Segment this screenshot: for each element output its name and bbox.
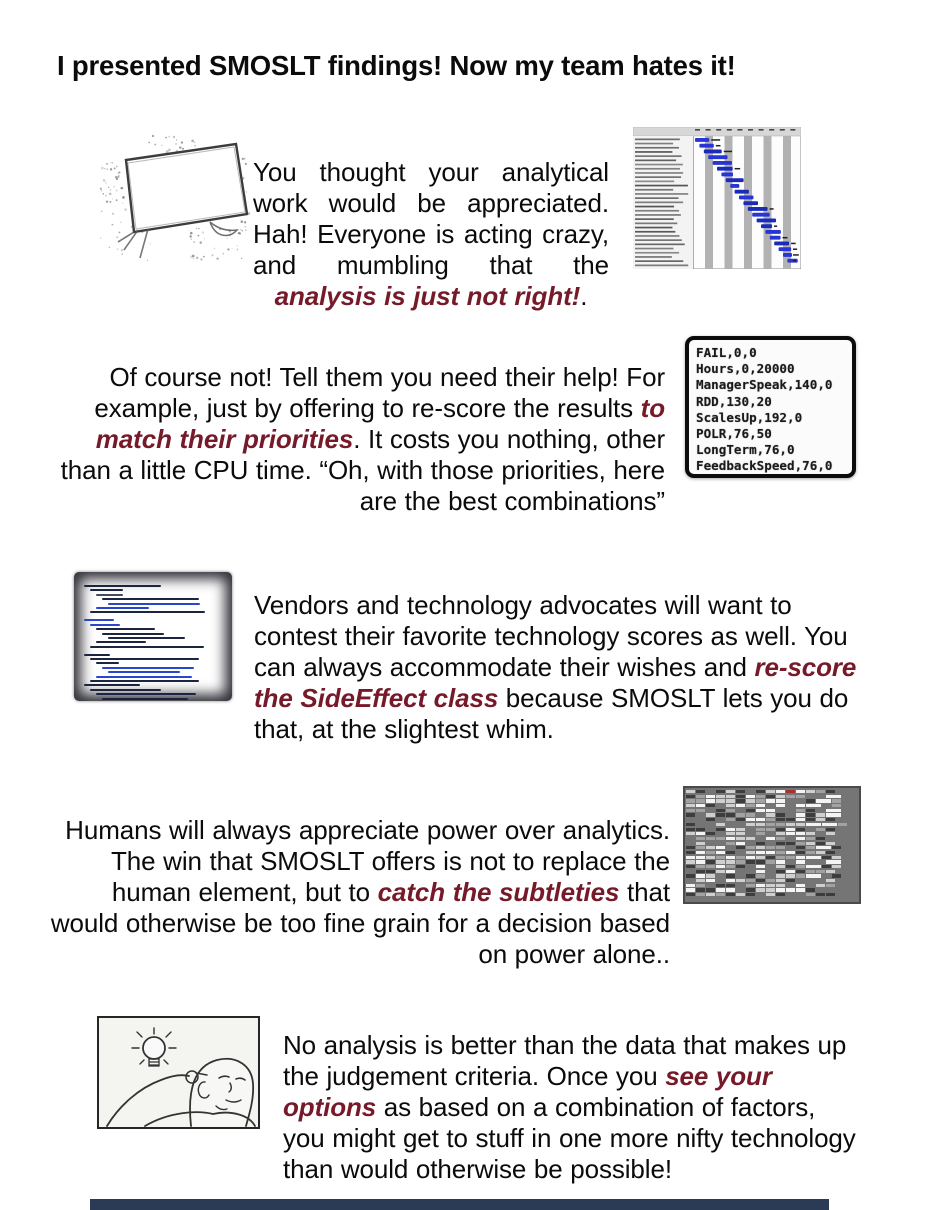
text-run: You thought your analytical work would be appreciated. Hah! Everyone is acting crazy, and mumbling that the [253,157,609,280]
console-line: ScalesUp,192,0 [696,409,803,425]
console-line: RDD,130,20 [696,393,772,409]
console-line: FAIL,0,0 [696,345,757,360]
console-line: POLR,76,50 [696,426,772,442]
console-line: ManagerSpeak,140,0 [696,377,833,393]
text-run-emphasis: analysis is just not right! [274,281,581,311]
text-run: as based on a combination of factors, you might get to stuff in one more nifty technology than would otherwise be possible! [283,1092,856,1184]
text-run: that would otherwise be too fine grain for a decision based on power alone.. [50,877,670,969]
page-title: I presented SMOSLT findings! Now my team hates it! [57,50,736,81]
text-run-emphasis: re-score the SideEffect class [254,652,857,713]
paragraph-vendors [254,590,872,745]
text-run: because SMOSLT lets you do that, at the slightest whim. [254,683,849,744]
text-run-emphasis: catch the subtleties [377,877,620,907]
console-line: LongTerm,76,0 [696,442,795,458]
text-run-emphasis: to match their priorities [95,393,665,454]
text-run: . [580,281,588,311]
text-run: . It costs you nothing, other than a little CPU time. “Oh, with those priorities, here are the best combinations” [60,424,665,516]
source-code-thumbnail [74,572,232,701]
text-run: Humans will always appreciate power over analytics. The win that SMOSLT offers is not to replace the human element, but to [65,815,670,907]
gantt-chart-thumbnail [633,127,801,269]
text-run: Vendors and technology advocates will want to contest their favorite technology scores as well. You can always accommodate their wishes and [254,590,848,682]
computer-monitor-sketch [98,122,250,270]
paragraph-data-quality [283,1030,863,1185]
paragraph-reaction [253,157,609,312]
paragraph-rescore-priorities [59,362,665,517]
console-line: Hours,0,20000 [696,361,795,377]
text-run-emphasis: see your options [283,1061,772,1122]
text-run: Of course not! Tell them you need their help! For example, just by offering to re-score the results [94,362,665,423]
console-line: FeedbackSpeed,76,0 [696,458,833,474]
text-run: No analysis is better than the data that makes up the judgement criteria. Once you [283,1030,847,1091]
idea-person-sketch [97,1016,260,1129]
csv-console-thumbnail [685,336,856,478]
next-page-edge [90,1199,829,1210]
data-table-thumbnail [683,786,861,904]
paragraph-human-element [50,815,670,970]
